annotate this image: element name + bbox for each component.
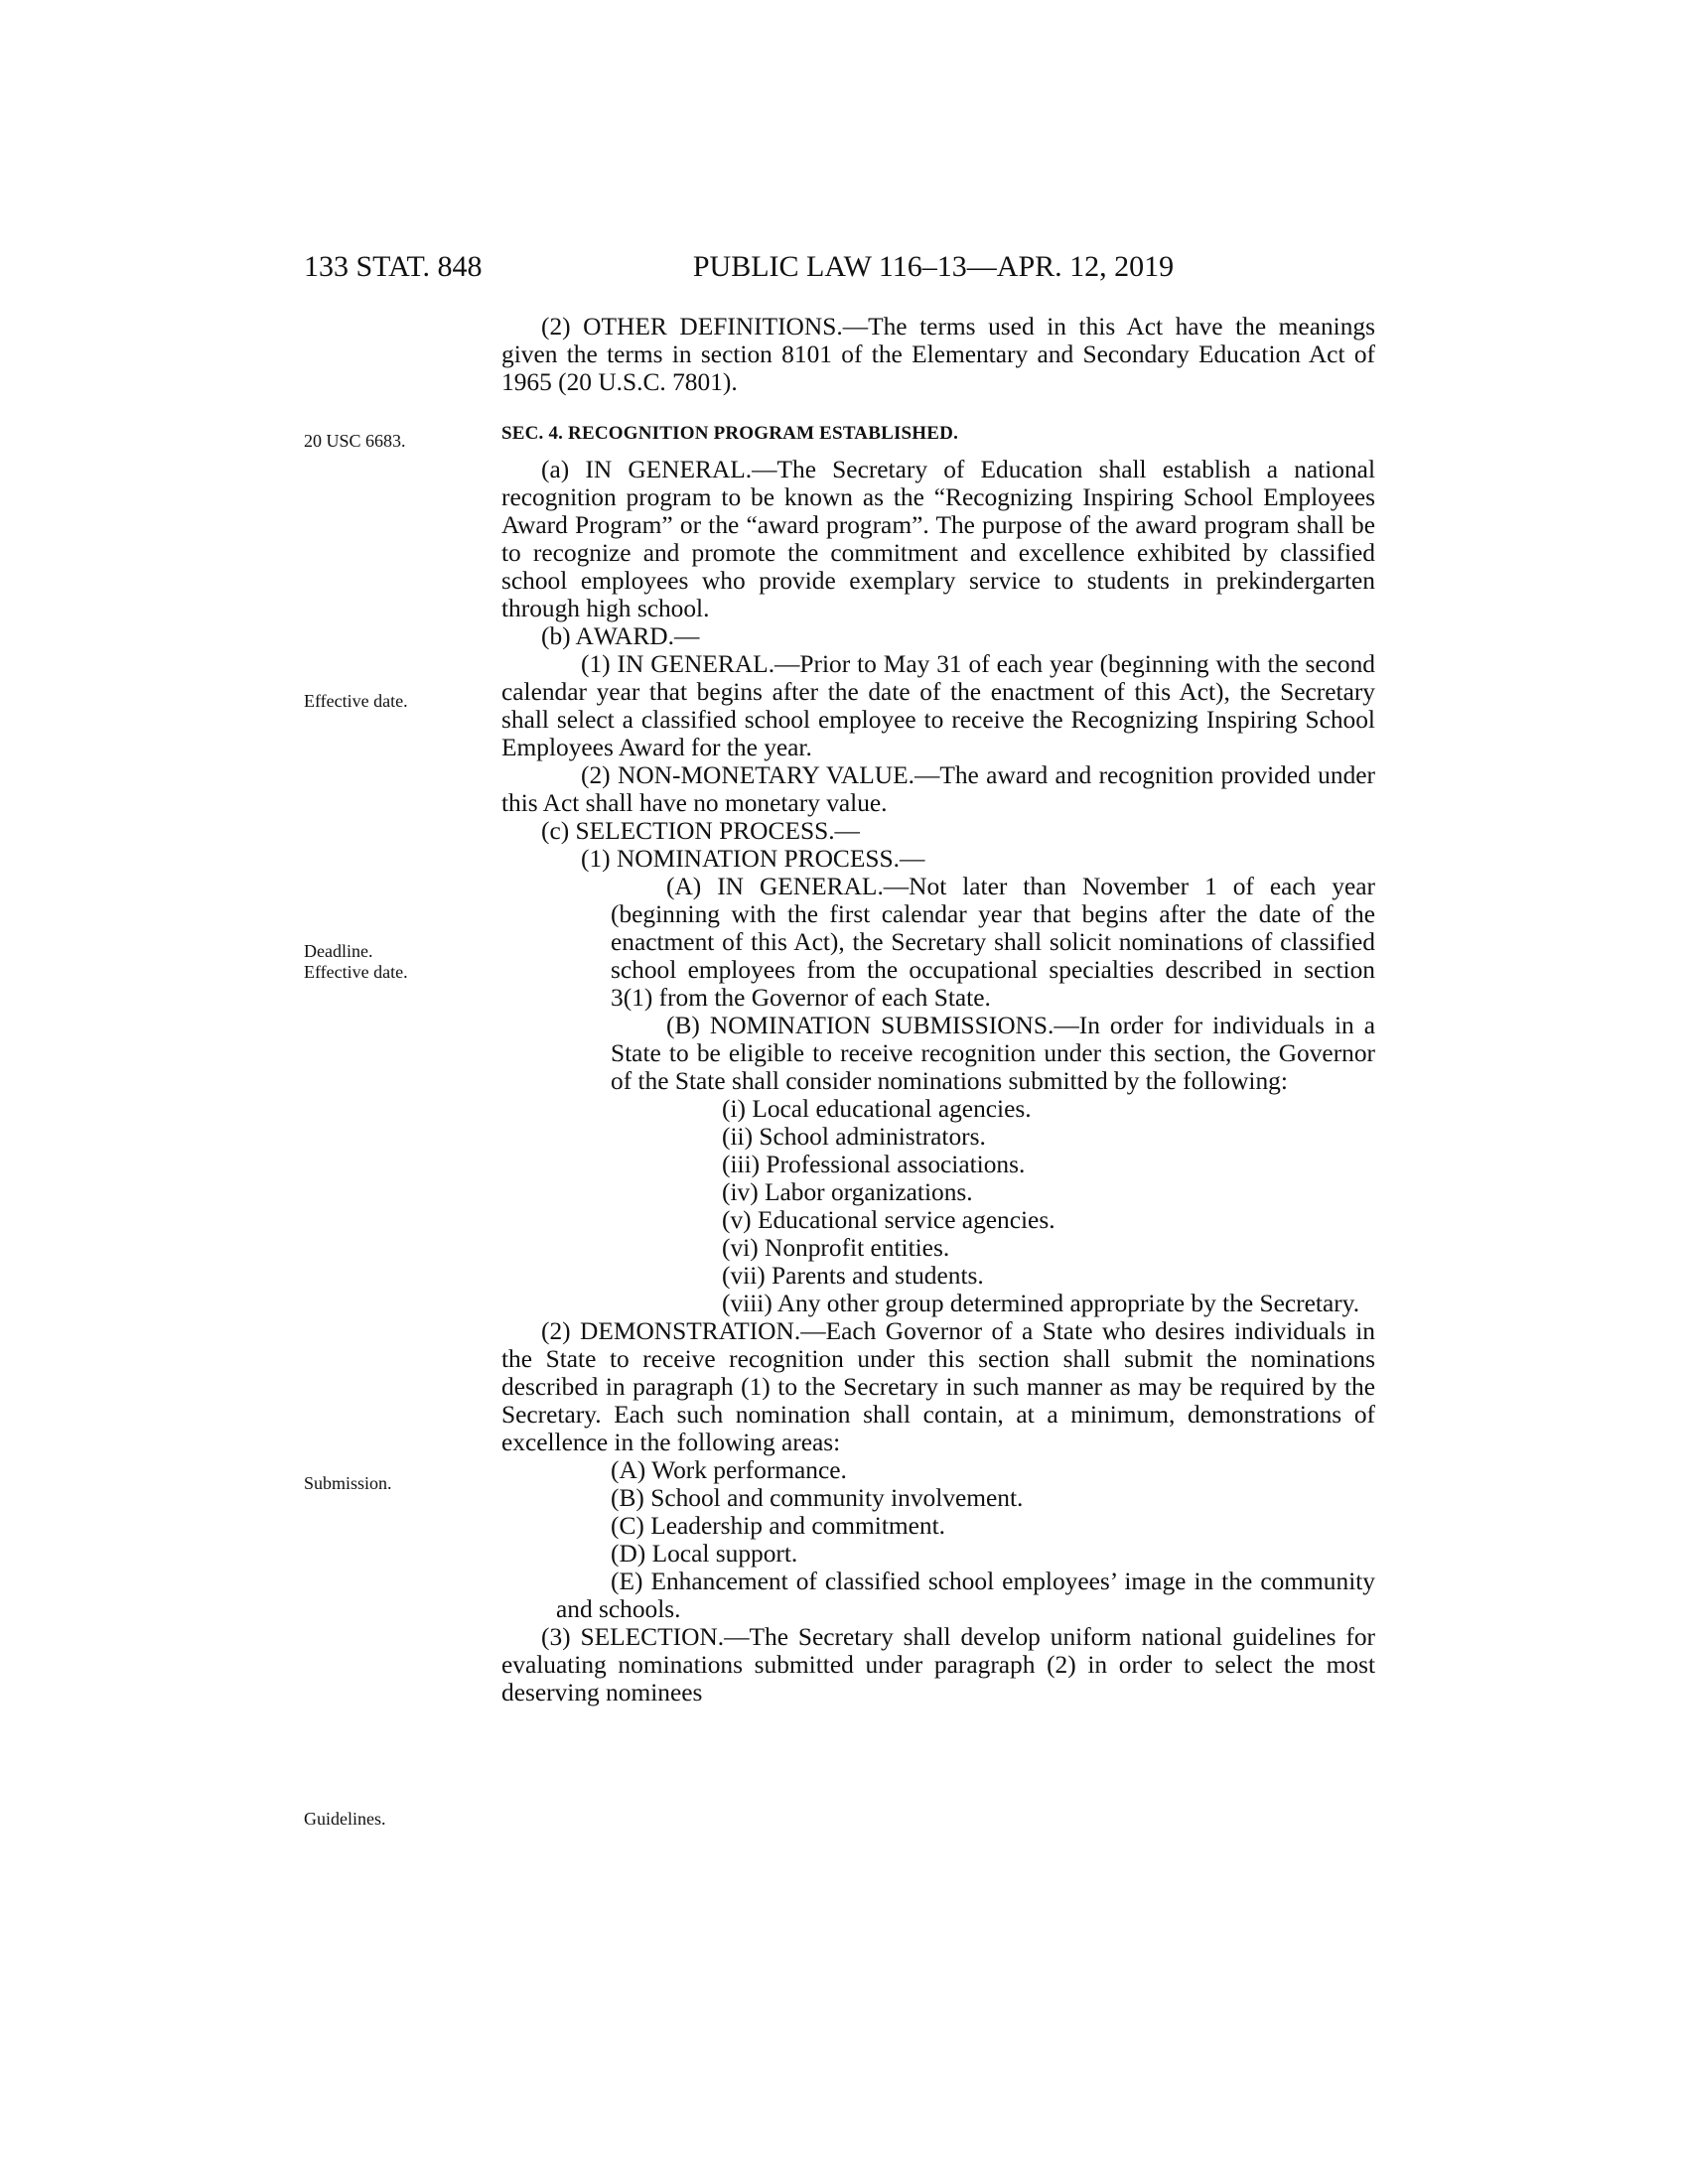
margin-note-deadline: Deadline. bbox=[304, 941, 373, 961]
page-header bbox=[0, 250, 1688, 290]
paragraph-cA-in-general: (A) IN GENERAL.—Not later than November 1 of each year (beginning with the first calendar year that begins after the date of the enactment of this Act), the Secretary shall solicit nominations of classified school employees from the occupational specialties described in section 3(1) from the Governor of each State. bbox=[611, 873, 1375, 1012]
paragraph-other-definitions: (2) OTHER DEFINITIONS.—The terms used in this Act have the meanings given the terms in section 8101 of the Elementary and Secondary Education Act of 1965 (20 U.S.C. 7801). bbox=[501, 313, 1375, 396]
section-heading: SEC. 4. RECOGNITION PROGRAM ESTABLISHED. bbox=[501, 423, 959, 444]
paragraph-b2-non-monetary: (2) NON-MONETARY VALUE.—The award and recognition provided under this Act shall have no monetary value. bbox=[501, 761, 1375, 817]
list-item: (v) Educational service agencies. bbox=[722, 1206, 1055, 1234]
nominators-list bbox=[501, 1095, 1375, 1317]
paragraph-cB-nomination-submissions: (B) NOMINATION SUBMISSIONS.—In order for individuals in a State to be eligible to receive recognition under this section, the Governor of the State shall consider nominations submitted by the following: bbox=[611, 1012, 1375, 1095]
excellence-areas-list bbox=[501, 1456, 1375, 1623]
paragraph-c3-selection: (3) SELECTION.—The Secretary shall develop uniform national guidelines for evaluating nominations submitted under paragraph (2) in order to select the most deserving nominees bbox=[501, 1623, 1375, 1706]
paragraph-c2-demonstration: (2) DEMONSTRATION.—Each Governor of a State who desires individuals in the State to receive recognition under this section shall submit the nominations described in paragraph (1) to the Secretary in such manner as may be required by the Secretary. Each such nomination shall contain, at a minimum, demonstrations of excellence in the following areas: bbox=[501, 1317, 1376, 1456]
margin-note-submission: Submission. bbox=[304, 1473, 392, 1493]
list-item: (ii) School administrators. bbox=[722, 1123, 986, 1151]
list-item: (C) Leadership and commitment. bbox=[611, 1512, 946, 1540]
page-title: PUBLIC LAW 116–13—APR. 12, 2019 bbox=[692, 250, 1175, 283]
paragraph-c1-nomination-process: (1) NOMINATION PROCESS.— bbox=[581, 845, 925, 873]
list-item: (iv) Labor organizations. bbox=[722, 1178, 973, 1206]
margin-note-effective-date: Effective date. bbox=[304, 691, 408, 711]
margin-note-guidelines: Guidelines. bbox=[304, 1809, 386, 1829]
list-item: (i) Local educational agencies. bbox=[722, 1095, 1032, 1123]
paragraph-b1-in-general: (1) IN GENERAL.—Prior to May 31 of each year (beginning with the second calendar year that begins after the date of the enactment of this Act), the Secretary shall select a classified school employee to receive the Recognizing Inspiring School Employees Award for the year. bbox=[501, 650, 1375, 761]
margin-note-effective-date-2: Effective date. bbox=[304, 962, 408, 982]
document-body bbox=[501, 313, 1375, 1706]
paragraph-b-award: (b) AWARD.— bbox=[541, 622, 700, 650]
stat-reference: 133 STAT. 848 bbox=[304, 250, 483, 283]
list-item: (D) Local support. bbox=[611, 1540, 798, 1568]
list-item: (B) School and community involvement. bbox=[611, 1484, 1024, 1512]
paragraph-a-in-general: (a) IN GENERAL.—The Secretary of Education shall establish a national recognition program to be known as the “Recognizing Inspiring School Employees Award Program” or the “award program”. The purpose of the award program shall be to recognize and promote the commitment and excellence exhibited by classified school employees who provide exemplary service to students in prekindergarten through high school. bbox=[501, 456, 1375, 622]
list-item: (vii) Parents and students. bbox=[722, 1262, 984, 1290]
list-item: (E) Enhancement of classified school employees’ image in the community and schools. bbox=[556, 1568, 1375, 1623]
margin-note-usc: 20 USC 6683. bbox=[304, 431, 406, 451]
list-item: (A) Work performance. bbox=[611, 1456, 847, 1484]
list-item: (vi) Nonprofit entities. bbox=[722, 1234, 950, 1262]
list-item: (viii) Any other group determined appropriate by the Secretary. bbox=[722, 1290, 1360, 1317]
paragraph-c-selection-process: (c) SELECTION PROCESS.— bbox=[541, 817, 860, 845]
list-item: (iii) Professional associations. bbox=[722, 1151, 1026, 1178]
